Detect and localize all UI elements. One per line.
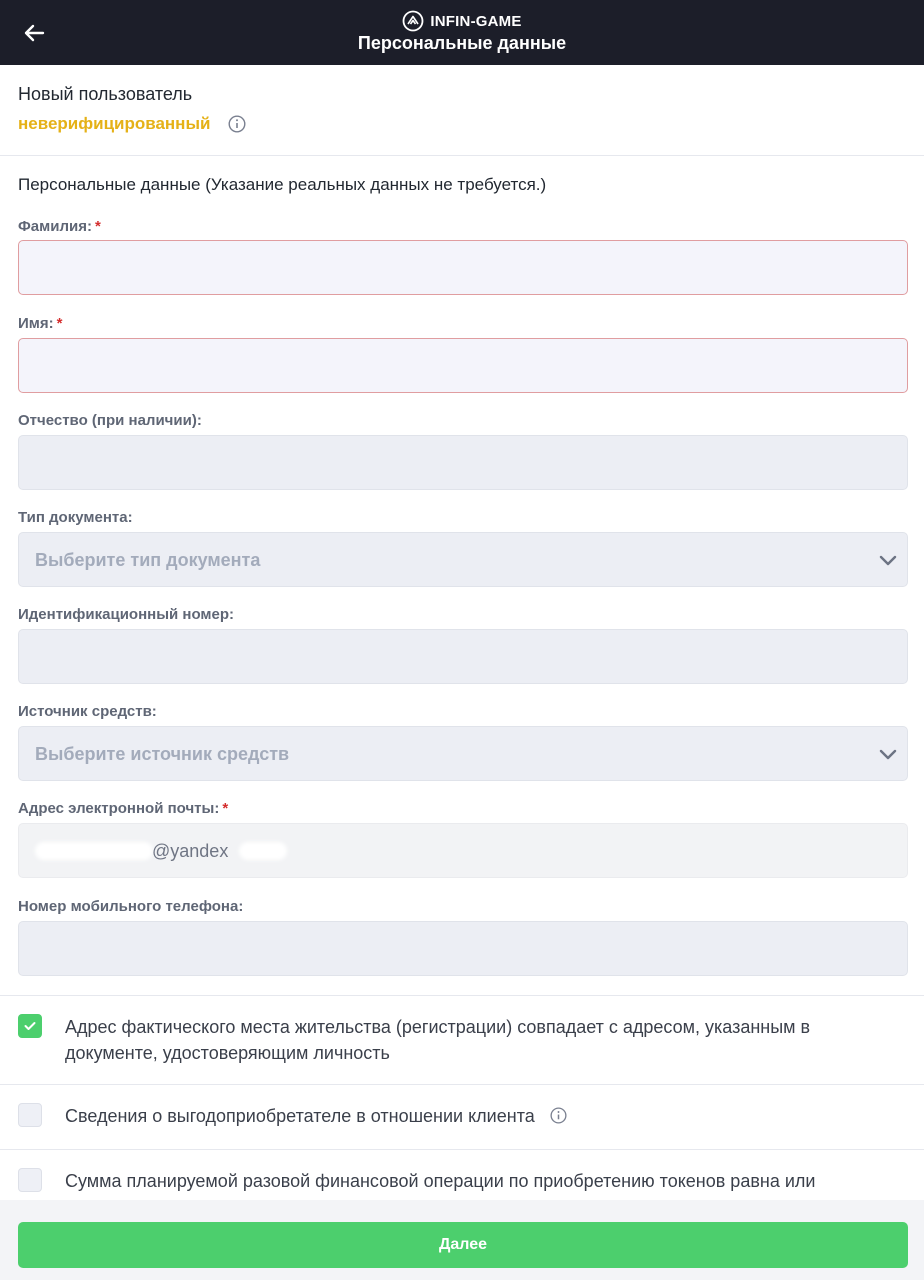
beneficiary-label: Сведения о выгодоприобретателе в отношении клиента <box>65 1103 905 1131</box>
funds-source-placeholder: Выберите источник средств <box>35 744 290 764</box>
user-block <box>18 84 211 133</box>
address-match-checkbox[interactable] <box>18 1014 42 1038</box>
first-name-label: Имя: * <box>18 315 63 332</box>
next-button[interactable]: Далее <box>18 1222 908 1268</box>
redacted-email <box>35 842 153 860</box>
chevron-down-icon <box>877 743 899 765</box>
token-amount-label: Сумма планируемой разовой финансовой операции по приобретению токенов равна или <box>65 1171 816 1191</box>
required-mark: * <box>56 315 63 332</box>
phone-label: Номер мобильного телефона: <box>18 898 244 915</box>
funds-source-label: Источник средств: <box>18 703 157 720</box>
phone-input[interactable] <box>19 922 907 975</box>
id-number-input[interactable] <box>19 630 907 683</box>
section-title: Персональные данные (Указание реальных данных не требуется.) <box>18 175 547 194</box>
page-title: Персональные данные <box>357 33 567 53</box>
beneficiary-checkbox[interactable] <box>18 1103 42 1127</box>
id-number-label: Идентификационный номер: <box>18 606 235 623</box>
brand <box>0 10 924 32</box>
first-name-input[interactable] <box>19 339 907 392</box>
phone-field <box>18 921 908 976</box>
middle-name-field <box>18 435 908 490</box>
email-label: Адрес электронной почты: * <box>18 800 229 817</box>
last-name-field <box>18 240 908 295</box>
divider <box>0 155 924 156</box>
address-match-label: Адрес фактического места жительства (регистрации) совпадает с адресом, указанным в документе, удостоверяющим личность <box>65 1017 811 1063</box>
info-icon[interactable] <box>228 115 246 133</box>
check-icon <box>24 1021 36 1031</box>
doc-type-placeholder: Выберите тип документа <box>35 550 261 570</box>
email-value: @yandex <box>152 841 229 861</box>
chevron-down-icon <box>877 549 899 571</box>
info-icon[interactable] <box>550 1105 567 1131</box>
user-name: Новый пользователь <box>18 84 193 104</box>
doc-type-select[interactable] <box>18 532 908 587</box>
required-mark: * <box>222 800 229 817</box>
verification-status <box>18 114 246 134</box>
last-name-input[interactable] <box>19 241 907 294</box>
top-bar <box>0 0 924 65</box>
id-number-field <box>18 629 908 684</box>
last-name-label: Фамилия: * <box>18 218 101 235</box>
status-text: неверифицированный <box>18 114 211 133</box>
required-mark: * <box>94 218 101 235</box>
infin-game-logo-icon <box>402 10 424 32</box>
first-name-field <box>18 338 908 393</box>
middle-name-label: Отчество (при наличии): <box>18 412 202 429</box>
token-amount-checkbox[interactable] <box>18 1168 42 1192</box>
divider <box>0 1084 924 1085</box>
doc-type-label: Тип документа: <box>18 509 133 526</box>
bottom-bar <box>0 1200 924 1280</box>
brand-name: INFIN-GAME <box>430 12 522 30</box>
middle-name-input[interactable] <box>19 436 907 489</box>
divider <box>0 1149 924 1150</box>
funds-source-select[interactable] <box>18 726 908 781</box>
divider <box>0 995 924 996</box>
redacted-email <box>239 842 287 860</box>
email-field[interactable] <box>18 823 908 878</box>
